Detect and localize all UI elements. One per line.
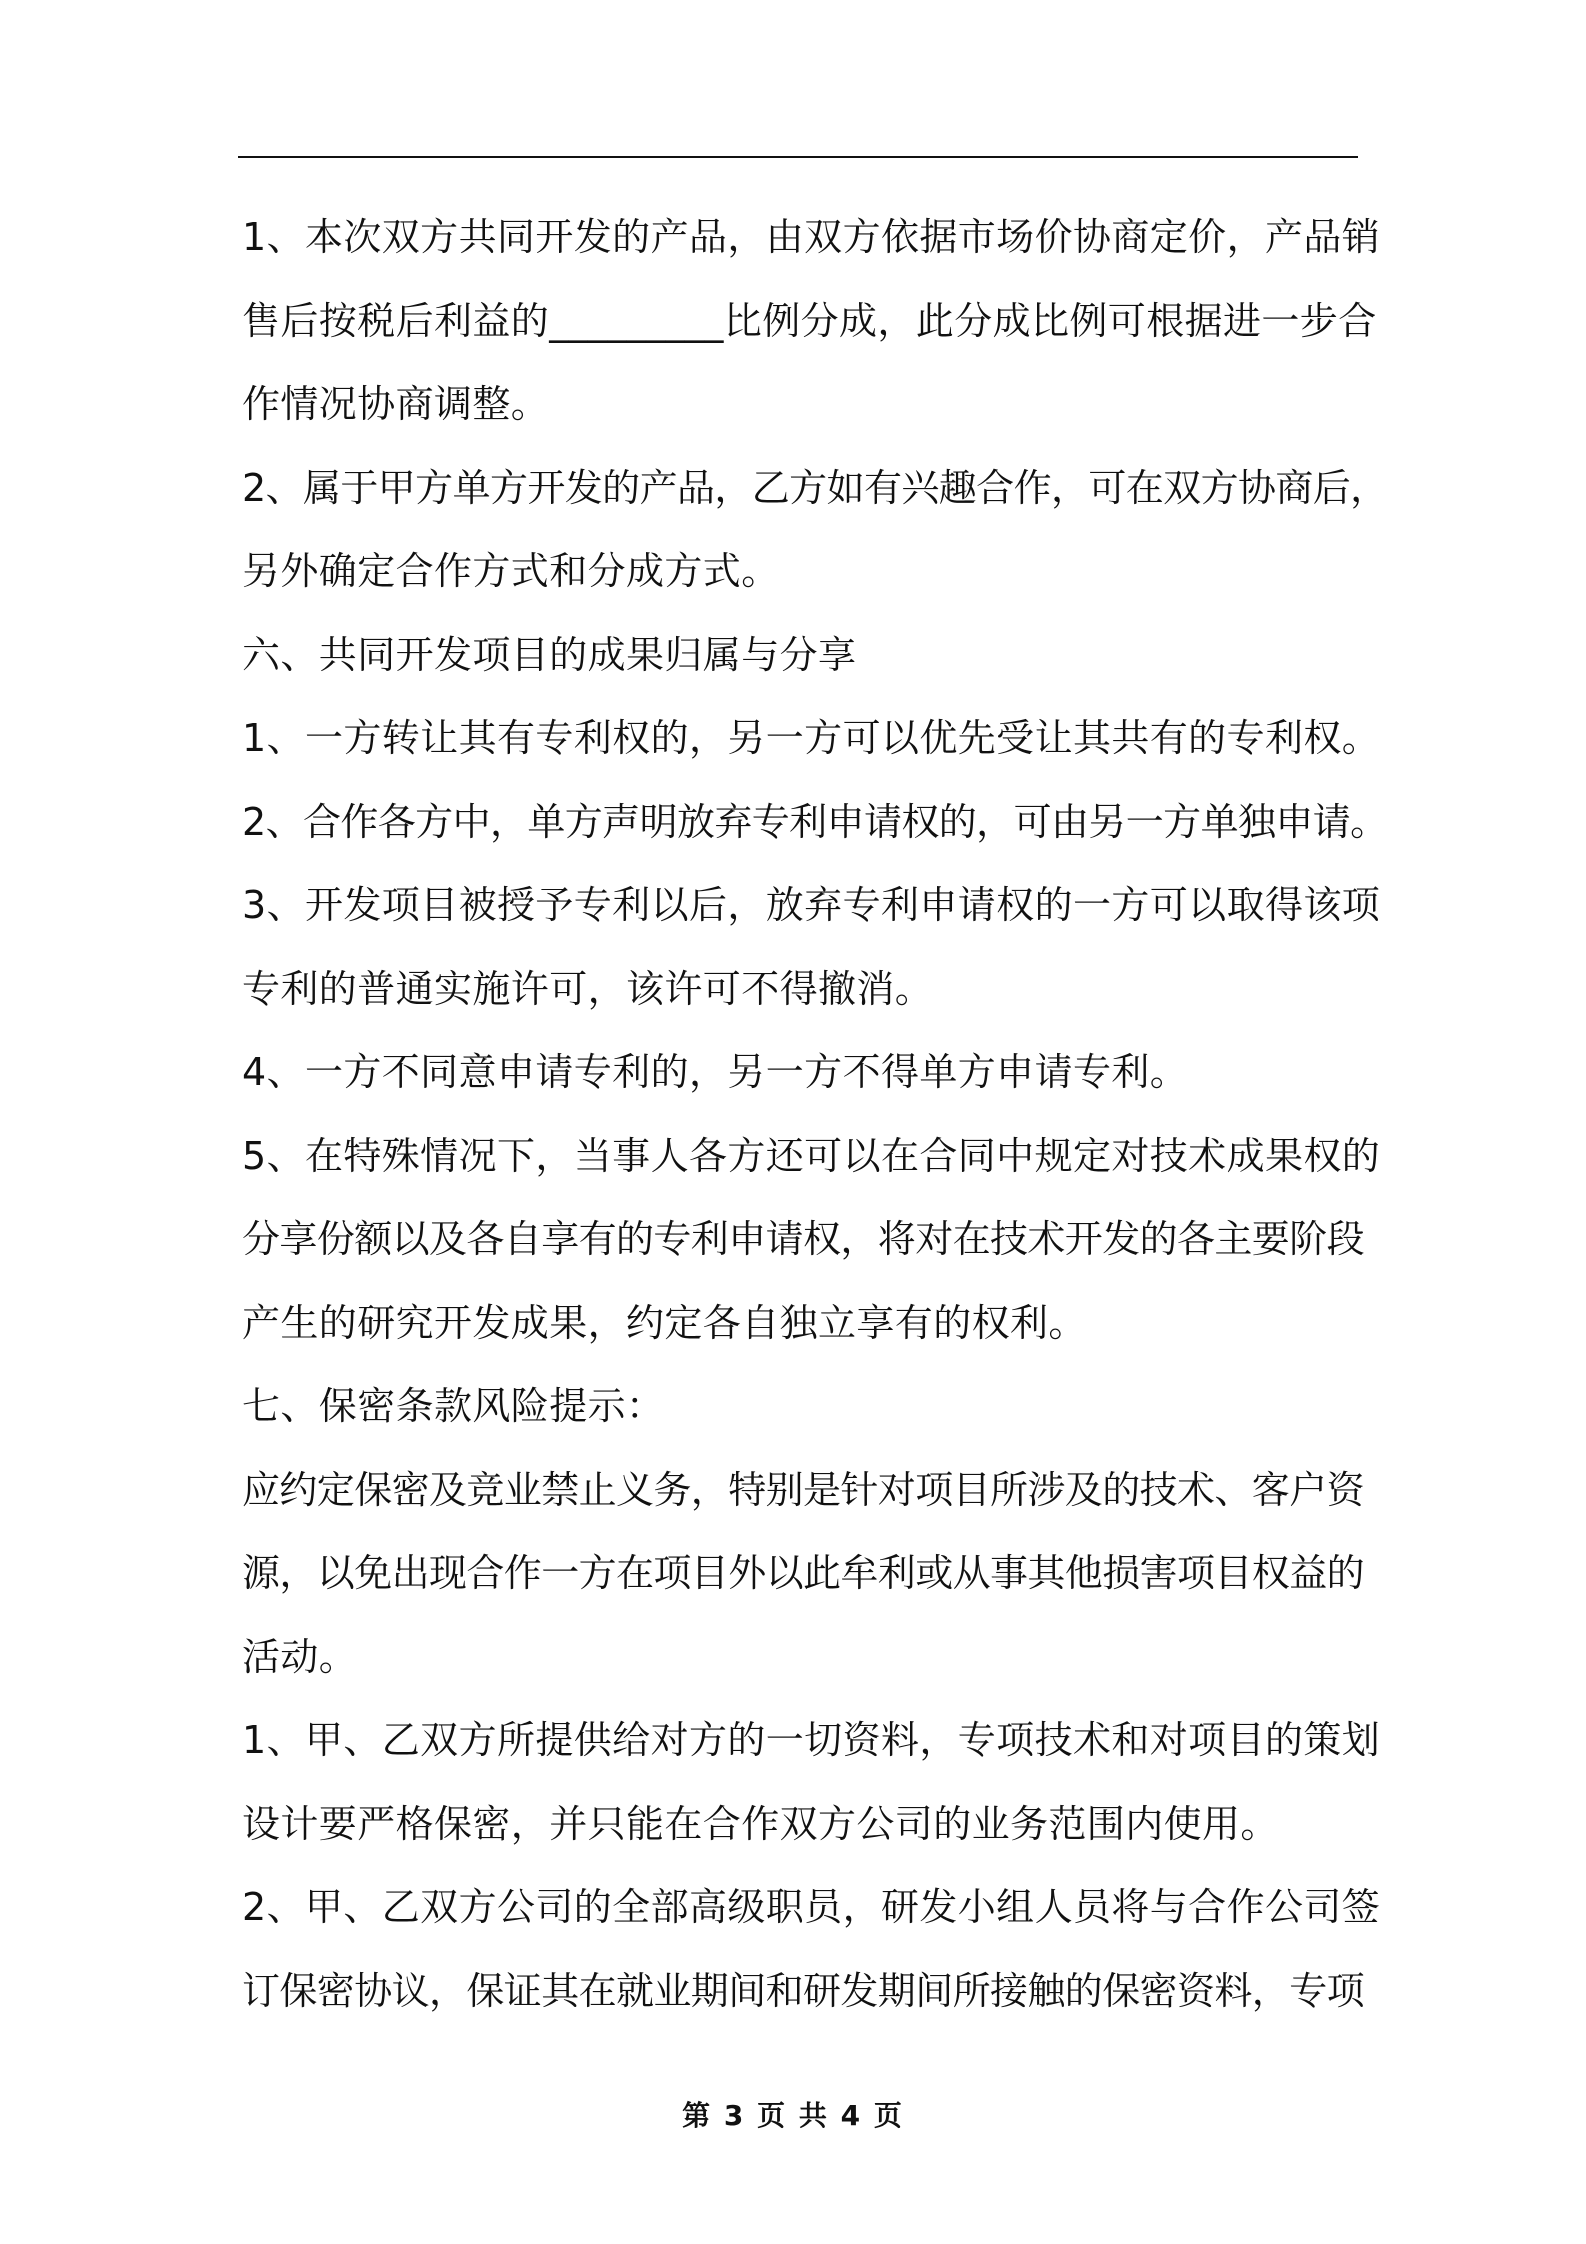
header-rule — [238, 156, 1358, 158]
text-line: 1、甲、乙双方所提供给对方的一切资料，专项技术和对项目的策划 — [242, 1718, 1381, 1762]
text-line: 另外确定合作方式和分成方式。 — [242, 549, 780, 593]
text-line: 3、开发项目被授予专利以后，放弃专利申请权的一方可以取得该项 — [242, 883, 1381, 927]
text-line: 2、属于甲方单方开发的产品，乙方如有兴趣合作，可在双方协商后， — [242, 465, 1388, 510]
section-heading: 六、共同开发项目的成果归属与分享 — [242, 632, 857, 677]
text-line: 产生的研究开发成果，约定各自独立享有的权利。 — [242, 1300, 1087, 1345]
text-line: 订保密协议，保证其在就业期间和研发期间所接触的保密资料，专项 — [242, 1968, 1365, 2013]
section-heading: 七、保密条款风险提示： — [242, 1384, 665, 1428]
text-line: 源，以免出现合作一方在项目外以此牟利或从事其他损害项目权益的 — [242, 1551, 1365, 1595]
text-line: 1、本次双方共同开发的产品，由双方依据市场价协商定价，产品销 — [242, 215, 1381, 259]
text-line: 1、一方转让其有专利权的，另一方可以优先受让其共有的专利权。 — [242, 716, 1381, 760]
text-line: 售后按税后利益的_________比例分成，此分成比例可根据进一步合 — [242, 298, 1377, 343]
text-line: 作情况协商调整。 — [242, 382, 550, 426]
page-number: 第 3 页 共 4 页 — [682, 2099, 904, 2132]
text-line: 分享份额以及各自享有的专利申请权，将对在技术开发的各主要阶段 — [242, 1217, 1365, 1261]
text-line: 2、甲、乙双方公司的全部高级职员，研发小组人员将与合作公司签 — [242, 1885, 1381, 1929]
text-line: 专利的普通实施许可，该许可不得撤消。 — [242, 966, 934, 1011]
text-line: 设计要严格保密，并只能在合作双方公司的业务范围内使用。 — [242, 1801, 1279, 1846]
text-line: 应约定保密及竞业禁止义务，特别是针对项目所涉及的技术、客户资 — [242, 1467, 1365, 1512]
text-line: 5、在特殊情况下，当事人各方还可以在合同中规定对技术成果权的 — [242, 1133, 1381, 1178]
text-line: 活动。 — [242, 1634, 358, 1679]
document-body — [242, 196, 1388, 2033]
text-line: 4、一方不同意申请专利的，另一方不得单方申请专利。 — [242, 1050, 1189, 1094]
text-line: 2、合作各方中，单方声明放弃专利申请权的，可由另一方单独申请。 — [242, 799, 1388, 844]
